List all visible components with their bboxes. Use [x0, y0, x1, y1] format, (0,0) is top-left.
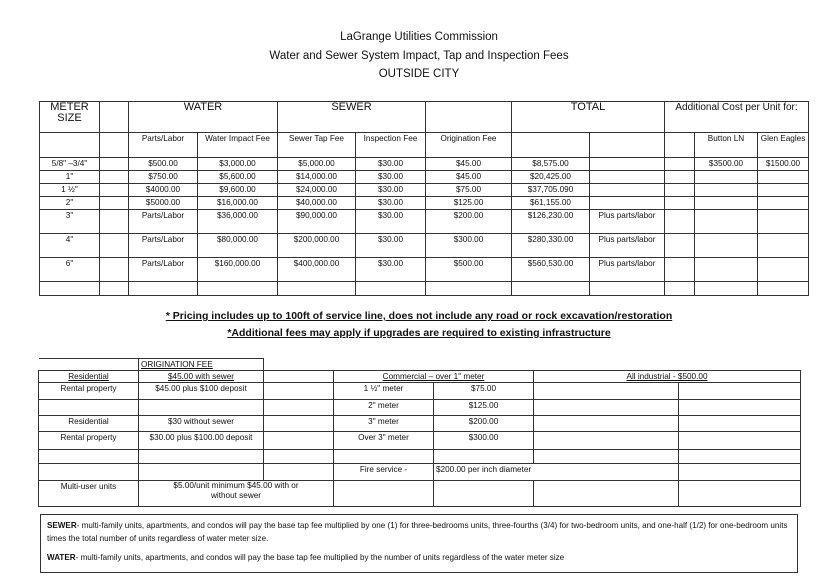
- water-impact-cell: $3,000.00: [198, 158, 278, 171]
- inspection-cell: $30.00: [356, 234, 426, 258]
- sewer-tap-cell: $14,000.00: [278, 171, 356, 184]
- blank-cell: [100, 210, 129, 234]
- sewer-tap-cell: $5,000.00: [278, 158, 356, 171]
- sewer-tap-cell: $200,000.00: [278, 234, 356, 258]
- total-cell: $280,330.00: [512, 234, 590, 258]
- glen-eagles-cell: [758, 210, 809, 234]
- total-header: TOTAL: [512, 102, 665, 133]
- multi-user-value: $5.00/unit minimum $45.00 with or without sewer: [139, 481, 334, 507]
- header-line-3: OUTSIDE CITY: [378, 68, 460, 80]
- blank-cell: [100, 184, 129, 197]
- commercial-title: Commercial – over 1" meter: [334, 371, 534, 383]
- fee-row: [40, 258, 809, 282]
- inspection-header: Inspection Fee: [356, 133, 426, 158]
- total-note-cell: [590, 197, 665, 210]
- parts-labor-cell: Parts/Labor: [129, 234, 198, 258]
- header-line-2: Water and Sewer System Impact, Tap and Inspection Fees: [269, 50, 569, 62]
- fee-row: [40, 197, 809, 210]
- glen-eagles-cell: [758, 234, 809, 258]
- total-cell: $20,425.00: [512, 171, 590, 184]
- multi-user-label: Multi-user units: [39, 481, 139, 507]
- water-impact-cell: $5,600.00: [198, 171, 278, 184]
- commercial-meter: Over 3" meter: [334, 432, 434, 450]
- meter-size-cell: 2": [40, 197, 100, 210]
- water-impact-cell: $80,000.00: [198, 234, 278, 258]
- sewer-header: SEWER: [278, 102, 426, 133]
- blank-cell: [665, 171, 695, 184]
- glen-eagles-cell: [758, 258, 809, 282]
- fee-row: [40, 158, 809, 171]
- sewer-footnote-text: - multi-family units, apartments, and condos will pay the base tap fee multiplied by one (1) for three-bedrooms units, three-fourths (3/4) for two-bedroom units, and one-half (1/2) for one-bedroom units times the total number of units regardless of water meter size.: [47, 521, 788, 543]
- origination-title: ORIGINATION FEE: [139, 359, 264, 371]
- glen-eagles-cell: [758, 184, 809, 197]
- button-ln-cell: [695, 210, 758, 234]
- sewer-tap-cell: $24,000.00: [278, 184, 356, 197]
- meter-size-header: METER SIZE: [40, 102, 100, 133]
- water-impact-cell: $160,000.00: [198, 258, 278, 282]
- commercial-meter: 3" meter: [334, 416, 434, 432]
- origination-cell: $300.00: [426, 234, 512, 258]
- fee-row: [40, 234, 809, 258]
- commercial-meter: 2" meter: [334, 400, 434, 416]
- sewer-tap-cell: $400,000.00: [278, 258, 356, 282]
- residential-label-1: Residential: [39, 371, 139, 383]
- rental-value-1: $45.00 plus $100 deposit: [139, 383, 264, 400]
- residential-label-2: Residential: [39, 416, 139, 432]
- inspection-cell: $30.00: [356, 258, 426, 282]
- blank-cell: [665, 258, 695, 282]
- glen-eagles-cell: [758, 171, 809, 184]
- total-cell: $126,230.00: [512, 210, 590, 234]
- glen-eagles-cell: $1500.00: [758, 158, 809, 171]
- inspection-cell: $30.00: [356, 184, 426, 197]
- inspection-cell: $30.00: [356, 210, 426, 234]
- blank-cell: [100, 258, 129, 282]
- button-ln-cell: [695, 184, 758, 197]
- total-note-cell: [590, 158, 665, 171]
- total-note-cell: Plus parts/labor: [590, 210, 665, 234]
- water-footnote-text: - multi-family units, apartments, and condos will pay the base tap fee multiplied by the number of units regardless of the water meter size: [75, 553, 565, 562]
- water-impact-cell: $36,000.00: [198, 210, 278, 234]
- origination-header: Origination Fee: [426, 133, 512, 158]
- total-cell: $61,155.00: [512, 197, 590, 210]
- parts-labor-cell: $500.00: [129, 158, 198, 171]
- sewer-footnote-lead: SEWER: [47, 521, 77, 530]
- total-note-cell: [590, 171, 665, 184]
- parts-labor-cell: $750.00: [129, 171, 198, 184]
- residential-value-1: $45.00 with sewer: [139, 371, 264, 383]
- button-ln-header: Button LN: [695, 133, 758, 158]
- glen-eagles-header: Glen Eagles: [758, 133, 809, 158]
- industrial-fee: All industrial - $500.00: [534, 371, 801, 383]
- water-impact-cell: $9,600.00: [198, 184, 278, 197]
- origination-cell: $500.00: [426, 258, 512, 282]
- origination-table: [38, 358, 801, 507]
- residential-value-2: $30 without sewer: [139, 416, 264, 432]
- blank-cell: [665, 210, 695, 234]
- origination-cell: $200.00: [426, 210, 512, 234]
- meter-size-cell: 1": [40, 171, 100, 184]
- header-line-1: LaGrange Utilities Commission: [340, 31, 498, 43]
- blank-cell: [100, 171, 129, 184]
- blank-cell: [665, 197, 695, 210]
- origination-cell: $125.00: [426, 197, 512, 210]
- button-ln-cell: [695, 197, 758, 210]
- commercial-fee: $200.00: [434, 416, 534, 432]
- parts-labor-cell: Parts/Labor: [129, 210, 198, 234]
- total-cell: $37,705.090: [512, 184, 590, 197]
- water-impact-cell: $16,000.00: [198, 197, 278, 210]
- total-cell: $560,530.00: [512, 258, 590, 282]
- parts-labor-cell: $5000.00: [129, 197, 198, 210]
- button-ln-cell: $3500.00: [695, 158, 758, 171]
- blank-cell: [100, 197, 129, 210]
- fee-row: [40, 171, 809, 184]
- additional-fees-note: *Additional fees may apply if upgrades are required to existing infrastructure: [227, 327, 611, 339]
- button-ln-cell: [695, 171, 758, 184]
- blank-cell: [665, 184, 695, 197]
- commercial-fee: $125.00: [434, 400, 534, 416]
- fee-row: [40, 184, 809, 197]
- commercial-meter: 1 ½" meter: [334, 383, 434, 400]
- button-ln-cell: [695, 234, 758, 258]
- meter-size-cell: 3": [40, 210, 100, 234]
- sewer-footnote: [47, 519, 791, 545]
- origination-cell: $75.00: [426, 184, 512, 197]
- meter-size-cell: 1 ½": [40, 184, 100, 197]
- total-note-cell: [590, 184, 665, 197]
- fire-service-label: Fire service -: [334, 464, 434, 481]
- blank-cell: [100, 234, 129, 258]
- additional-cost-header: Additional Cost per Unit for:: [665, 102, 809, 133]
- parts-labor-cell: $4000.00: [129, 184, 198, 197]
- parts-labor-cell: Parts/Labor: [129, 258, 198, 282]
- water-header: WATER: [129, 102, 278, 133]
- sewer-tap-cell: $90,000.00: [278, 210, 356, 234]
- fee-row: [40, 210, 809, 234]
- commercial-fee: $75.00: [434, 383, 534, 400]
- blank-cell: [100, 158, 129, 171]
- rental-value-2: $30.00 plus $100.00 deposit: [139, 432, 264, 450]
- sewer-tap-header: Sewer Tap Fee: [278, 133, 356, 158]
- water-footnote-lead: WATER: [47, 553, 76, 562]
- meter-size-cell: 4": [40, 234, 100, 258]
- total-note-cell: Plus parts/labor: [590, 234, 665, 258]
- rental-label-2: Rental property: [39, 432, 139, 450]
- glen-eagles-cell: [758, 197, 809, 210]
- water-footnote: [47, 551, 791, 564]
- button-ln-cell: [695, 258, 758, 282]
- total-note-cell: Plus parts/labor: [590, 258, 665, 282]
- footnotes-box: [40, 514, 798, 573]
- meter-size-cell: 6": [40, 258, 100, 282]
- inspection-cell: $30.00: [356, 171, 426, 184]
- parts-labor-header: Parts/Labor: [129, 133, 198, 158]
- meter-size-cell: 5/8" –3/4": [40, 158, 100, 171]
- sewer-tap-cell: $40,000.00: [278, 197, 356, 210]
- blank-cell: [665, 158, 695, 171]
- commercial-fee: $300.00: [434, 432, 534, 450]
- pricing-note: * Pricing includes up to 100ft of service line, does not include any road or rock excavation/restoration: [165, 310, 673, 322]
- water-impact-header: Water Impact Fee: [198, 133, 278, 158]
- blank-cell: [665, 234, 695, 258]
- origination-cell: $45.00: [426, 158, 512, 171]
- inspection-cell: $30.00: [356, 158, 426, 171]
- origination-cell: $45.00: [426, 171, 512, 184]
- fee-table: [39, 101, 809, 296]
- fire-service-value: $200.00 per inch diameter: [434, 464, 679, 481]
- inspection-cell: $30.00: [356, 197, 426, 210]
- total-cell: $8,575.00: [512, 158, 590, 171]
- rental-label-1: Rental property: [39, 383, 139, 400]
